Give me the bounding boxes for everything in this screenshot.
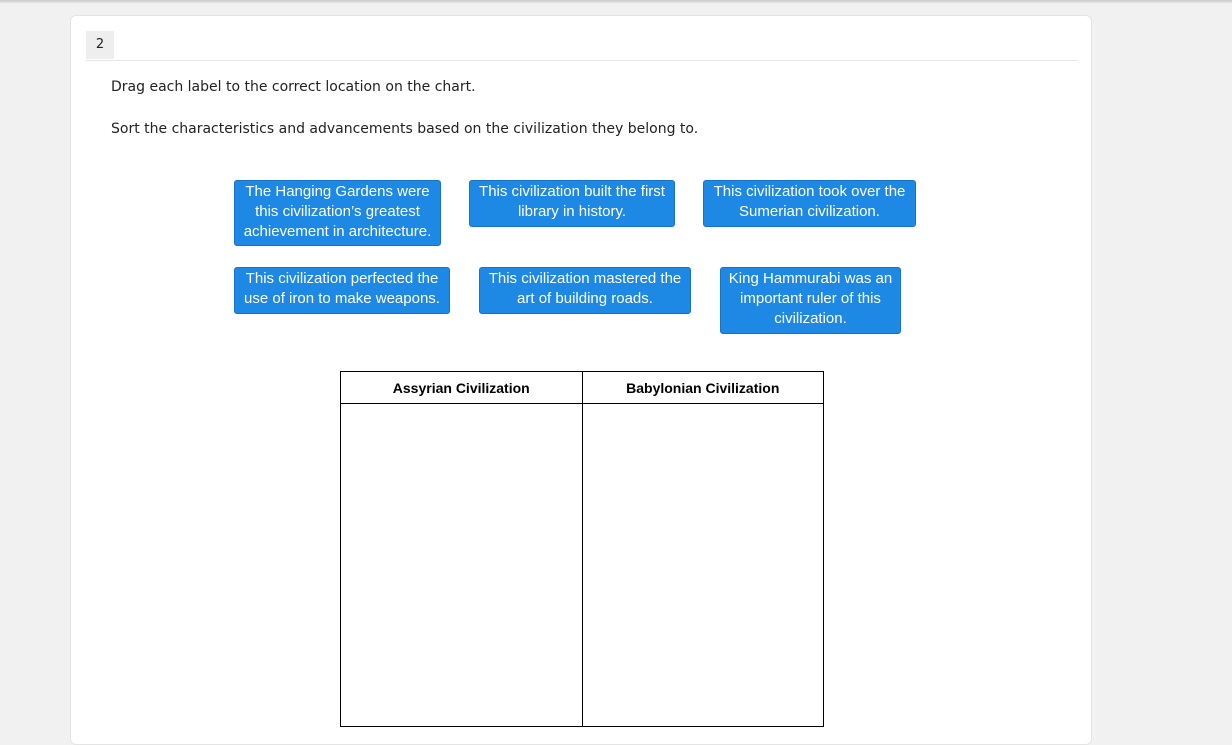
- drag-label-iron-weapons[interactable]: This civilization perfected the use of iron to make weapons.: [234, 267, 450, 314]
- instruction-sort: Sort the characteristics and advancements based on the civilization they belong to.: [111, 121, 699, 137]
- drag-label-took-over-sumerian[interactable]: This civilization took over the Sumerian civilization.: [703, 180, 916, 227]
- column-assyrian: [341, 372, 582, 726]
- column-babylonian: [582, 372, 824, 726]
- drop-zone-assyrian[interactable]: [341, 404, 582, 726]
- instruction-drag: Drag each label to the correct location on the chart.: [111, 79, 476, 95]
- sorting-chart: [340, 371, 824, 727]
- question-number: 2: [86, 31, 114, 59]
- question-card: [70, 15, 1092, 745]
- top-shadow-bar: [0, 0, 1232, 3]
- drag-label-hammurabi[interactable]: King Hammurabi was an important ruler of this civilization.: [720, 267, 901, 334]
- column-header-babylonian: Babylonian Civilization: [583, 372, 824, 404]
- column-header-assyrian: Assyrian Civilization: [341, 372, 582, 404]
- drag-label-hanging-gardens[interactable]: The Hanging Gardens were this civilization’s greatest achievement in architecture.: [234, 180, 441, 246]
- drag-label-first-library[interactable]: This civilization built the first library in history.: [469, 180, 675, 227]
- header-divider: [86, 60, 1078, 61]
- drop-zone-babylonian[interactable]: [583, 404, 824, 726]
- drag-label-building-roads[interactable]: This civilization mastered the art of building roads.: [479, 267, 691, 314]
